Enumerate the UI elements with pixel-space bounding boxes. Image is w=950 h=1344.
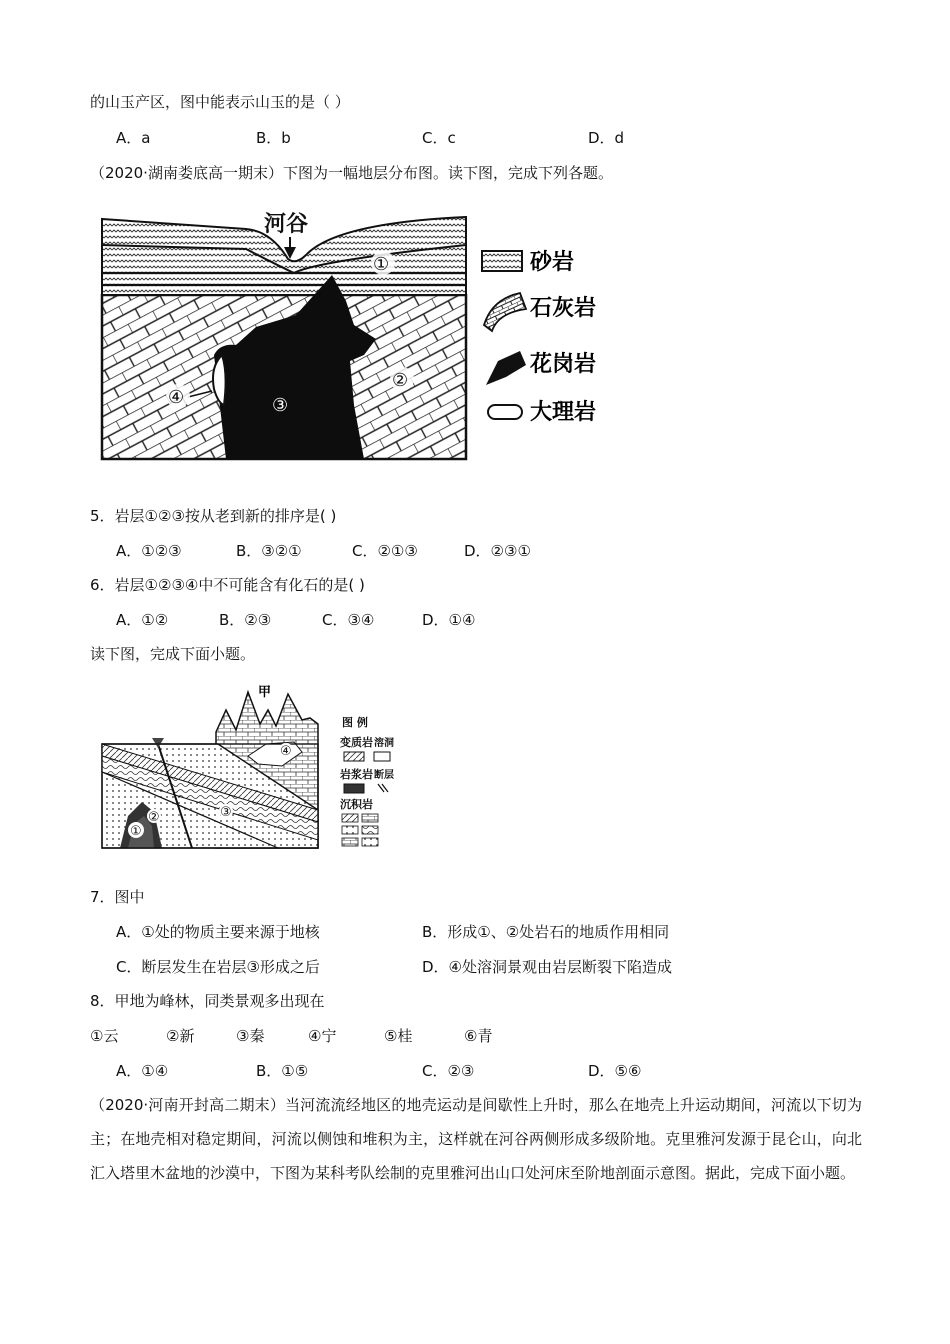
q7-option-c: C．断层发生在岩层③形成之后 [116, 958, 320, 976]
intro-passage3: （2020·河南开封高二期末）当河流流经地区的地壳运动是间歇性上升时，那么在地壳上升运动期间，河流以下切为主；在地壳相对稳定期间，河流以侧蚀和堆积为主，这样就在河谷两侧形成多级阶地。克里雅河发源于昆仑山，向北汇入塔里木盆地的沙漠中，下图为某科考队绘制的克里雅河出山口处河床至阶地剖面示意图。据此，完成下面小题。 [90, 1096, 862, 1182]
peak-label: 甲 [258, 685, 272, 700]
site-2-label: ② [148, 810, 160, 825]
legend-marble-swatch [488, 405, 522, 419]
legend-granite-swatch [486, 351, 526, 385]
legend-sedimentary: 沉积岩 [340, 798, 373, 811]
q7-option-a: A．①处的物质主要来源于地核 [116, 923, 320, 941]
site-4-label: ④ [280, 744, 292, 759]
q8-item-1: ①云 [90, 1027, 119, 1045]
valley-label: 河谷 [264, 212, 309, 237]
q6-stem: 6．岩层①②③④中不可能含有化石的是( ) [90, 576, 365, 594]
q5-option-a: A．①②③ [116, 542, 182, 560]
site-1-label: ① [130, 824, 142, 839]
legend-magmatic: 岩浆岩 [340, 768, 373, 781]
strata-figure [96, 205, 616, 467]
legend-limestone-swatch [484, 293, 526, 331]
q8-item-4: ④宁 [308, 1027, 337, 1045]
legend-limestone: 石灰岩 [530, 296, 597, 321]
legend-sandstone: 砂岩 [530, 250, 575, 275]
q8-option-b: B．①⑤ [256, 1062, 309, 1080]
intro-figure1: （2020·湖南娄底高一期末）下图为一幅地层分布图。读下图，完成下列各题。 [90, 164, 613, 182]
q6-option-c: C．③④ [322, 611, 375, 629]
stratum-1-label: ① [373, 254, 390, 275]
q8-stem: 8．甲地为峰林，同类景观多出现在 [90, 992, 325, 1010]
q7-option-b: B．形成①、②处岩石的地质作用相同 [422, 923, 670, 941]
option-a: A．a [116, 129, 151, 147]
legend-marble: 大理岩 [530, 400, 597, 425]
legend-granite: 花岗岩 [530, 352, 597, 377]
q7-option-d: D．④处溶洞景观由岩层断裂下陷造成 [422, 958, 672, 976]
rock-section-figure [98, 680, 394, 854]
q6-option-a: A．①② [116, 611, 169, 629]
option-b: B．b [256, 129, 291, 147]
legend-cave: 溶洞 [374, 738, 394, 749]
q7-stem: 7．图中 [90, 888, 145, 906]
site-3-label: ③ [220, 805, 232, 820]
stratum-2-label: ② [392, 370, 409, 391]
option-c: C．c [422, 129, 456, 147]
q8-item-5: ⑤桂 [384, 1027, 413, 1045]
q8-item-6: ⑥青 [464, 1027, 493, 1045]
q6-option-b: B．②③ [219, 611, 272, 629]
q8-option-c: C．②③ [422, 1062, 475, 1080]
q8-option-d: D．⑤⑥ [588, 1062, 642, 1080]
q5-option-c: C．②①③ [352, 542, 418, 560]
option-d: D．d [588, 129, 625, 147]
legend-fault: 断层 [374, 770, 394, 781]
q8-item-3: ③秦 [236, 1027, 265, 1045]
legend-metamorphic: 变质岩 [340, 736, 373, 749]
q5-option-d: D．②③① [464, 542, 531, 560]
q6-option-d: D．①④ [422, 611, 476, 629]
q8-option-a: A．①④ [116, 1062, 169, 1080]
question-stem-tail: 的山玉产区，图中能表示山玉的是（ ） [90, 93, 350, 111]
legend-title: 图 例 [342, 716, 368, 729]
intro-figure2: 读下图，完成下面小题。 [90, 645, 256, 663]
q5-option-b: B．③②① [236, 542, 302, 560]
q5-stem: 5．岩层①②③按从老到新的排序是( ) [90, 507, 337, 525]
legend-sandstone-swatch [482, 251, 522, 271]
q8-item-2: ②新 [166, 1027, 195, 1045]
stratum-4-label: ④ [168, 387, 185, 408]
stratum-3-label: ③ [272, 395, 289, 416]
